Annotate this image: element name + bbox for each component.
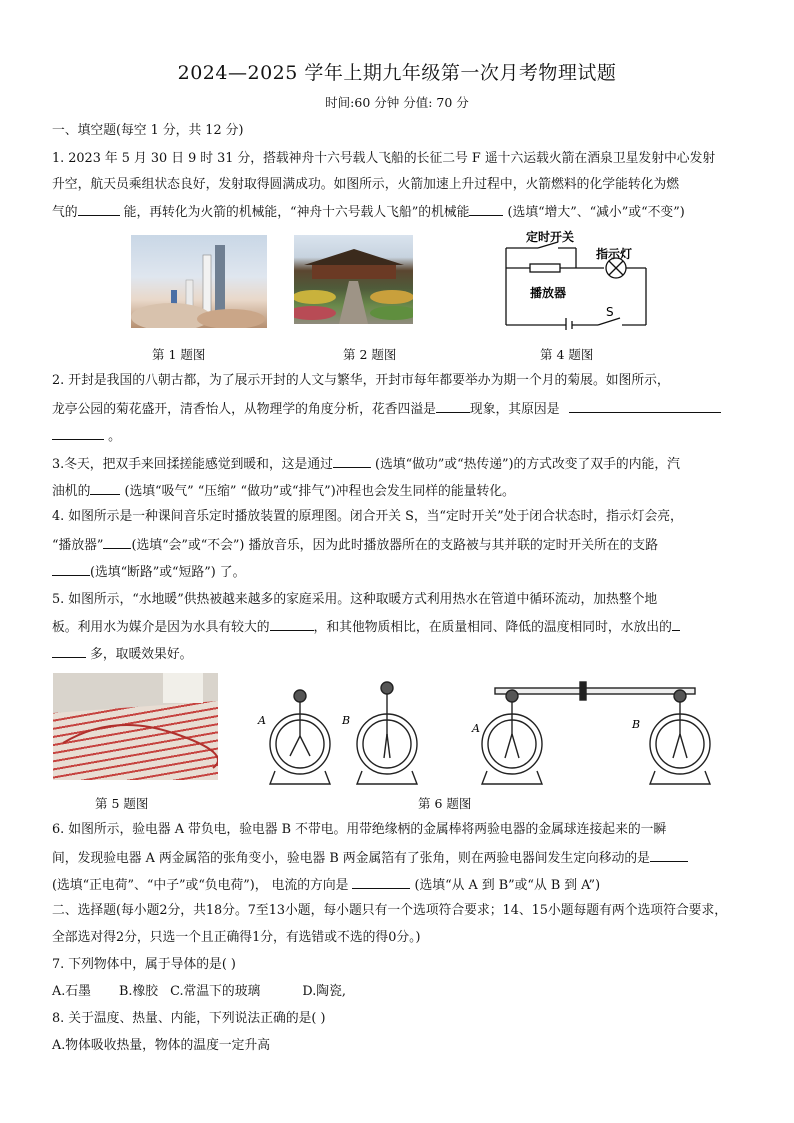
answer-blank[interactable] — [436, 400, 470, 413]
timer-switch-label: 定时开关 — [526, 230, 575, 244]
section-heading: 二、选择题(每小题2分，共18分。7至13小题，每小题只有一个选项符合要求；14、15小题每题有两个选项符合要求， — [52, 903, 728, 918]
figure-caption: 第 5 题图 — [95, 796, 149, 811]
question-text-part: (选填“吸气” “压缩” “做功”或“排气”)冲程也会发生同样的能量转化。 — [120, 484, 515, 499]
option-a[interactable]: A.石墨 — [52, 984, 91, 999]
question-text — [52, 427, 744, 445]
answer-blank[interactable] — [78, 203, 120, 216]
question-text-part: “播放器” — [52, 538, 104, 553]
chrysanthemum-garden-photo — [294, 235, 413, 324]
figure-caption: 第 6 题图 — [418, 796, 472, 811]
electroscope-a-label: A — [472, 722, 480, 735]
answer-blank[interactable] — [270, 618, 314, 631]
question-text — [52, 536, 744, 554]
question-text: 8. 关于温度、热量、内能，下列说法正确的是( ) — [52, 1011, 326, 1026]
electroscope-b-label: B — [632, 718, 641, 731]
page-title: 2024—2025 学年上期九年级第一次月考物理试题 — [177, 62, 617, 84]
question-text-part: 间，发现验电器 A 两金属箔的张角变小，验电器 B 两金属箔有了张角，则在两验电器间发生定向移动的是 — [52, 851, 650, 866]
question-text-part: 现象，其原因是 — [469, 402, 560, 417]
exam-meta: 时间:60 分钟 分值: 70 分 — [325, 95, 469, 110]
electroscope-diagram — [250, 676, 720, 796]
question-text — [52, 618, 744, 636]
question-text-part: 板。利用水为媒介是因为水具有较大的 — [52, 620, 270, 635]
question-text: 1. 2023 年 5 月 30 日 9 时 31 分，搭载神舟十六号载人飞船的长征二号 F 遥十六运载火箭在酒泉卫星发射中心发射 — [52, 151, 716, 166]
question-text: 2. 开封是我国的八朝古都，为了展示开封的人文与繁华，开封市每年都要举办为期一个月的菊展。如图所示， — [52, 373, 670, 388]
question-text: 升空，航天员乘组状态良好，发射取得圆满成功。如图所示，火箭加速上升过程中，火箭燃料的化学能转化为燃 — [52, 177, 680, 192]
rocket-launch-photo — [131, 235, 267, 328]
electroscope-a-left — [270, 690, 330, 784]
question-text-part: (选填“正电荷”、“中子”或“负电荷”)， 电流的方向是 — [52, 878, 349, 893]
garden-illustration — [294, 235, 413, 324]
answer-blank[interactable] — [333, 455, 371, 468]
question-text — [52, 563, 744, 581]
timer-circuit-diagram — [498, 226, 658, 330]
option-a[interactable]: A.物体吸收热量，物体的温度一定升高 — [52, 1038, 271, 1053]
answer-blank[interactable] — [90, 482, 120, 495]
switch-s-label: S — [606, 305, 614, 319]
question-text: 7. 下列物体中，属于导体的是( ) — [52, 957, 236, 972]
question-text-part: 3.冬天，把双手来回揉搓能感觉到暖和，这是通过 — [52, 457, 333, 472]
figure-caption: 第 1 题图 — [152, 347, 206, 362]
question-text-part: 。 — [104, 429, 121, 444]
question-text-part: (选填“从 A 到 B”或“从 B 到 A”) — [410, 878, 601, 893]
question-text-part: (选填“做功”或“热传递”)的方式改变了双手的内能，汽 — [370, 457, 680, 472]
question-text: 5. 如图所示，“水地暖”供热被越来越多的家庭采用。这种取暖方式利用热水在管道中循环流动，加热整个地 — [52, 592, 658, 607]
floor-heating-photo — [53, 673, 218, 780]
electroscope-b-left — [357, 682, 417, 784]
electroscope-pair-connected — [482, 682, 710, 784]
question-text — [52, 455, 744, 473]
question-text — [52, 876, 744, 894]
question-text-part: 气的 — [52, 205, 78, 220]
player-label: 播放器 — [530, 286, 567, 300]
question-text: 6. 如图所示，验电器 A 带负电，验电器 B 不带电。用带绝缘柄的金属棒将两验电器的金属球连接起来的一瞬 — [52, 822, 667, 837]
electroscope-a-label: A — [258, 714, 266, 727]
answer-blank[interactable] — [672, 618, 680, 631]
option-b[interactable]: B.橡胶 — [118, 984, 159, 999]
question-text — [52, 849, 744, 867]
question-text — [52, 203, 744, 221]
floor-illustration — [53, 673, 218, 780]
question-text-part: (选填“断路”或“短路”) 了。 — [90, 565, 246, 580]
rocket-illustration — [131, 235, 267, 328]
question-text-part: (选填“会”或“不会”) 播放音乐，因为此时播放器所在的支路被与其并联的定时开关所在的支路 — [131, 538, 658, 553]
figure-caption: 第 2 题图 — [343, 347, 397, 362]
question-text — [52, 645, 744, 663]
option-d[interactable]: D.陶瓷, — [302, 984, 346, 999]
question-text — [52, 400, 744, 418]
figure-caption: 第 4 题图 — [540, 347, 594, 362]
section-heading: 全部选对得2分，只选一个且正确得1分，有选错或不选的得0分。) — [52, 930, 421, 945]
question-text-part: 油机的 — [52, 484, 91, 499]
option-row — [52, 984, 744, 1000]
section-heading: 一、填空题(每空 1 分，共 12 分) — [52, 123, 244, 138]
question-text — [52, 482, 744, 500]
answer-blank[interactable] — [52, 563, 90, 576]
answer-blank[interactable] — [103, 536, 131, 549]
answer-blank[interactable] — [650, 849, 688, 862]
question-text: 4. 如图所示是一种课间音乐定时播放装置的原理图。闭合开关 S，当“定时开关”处于闭合状态时，指示灯会亮， — [52, 509, 683, 524]
option-c[interactable]: C.常温下的玻璃 — [170, 984, 261, 999]
answer-blank[interactable] — [52, 427, 104, 440]
question-text-part: 能，再转化为火箭的机械能，“神舟十六号载人飞船”的机械能 — [119, 205, 470, 220]
answer-blank[interactable] — [52, 645, 86, 658]
question-text-part: 龙亭公园的菊花盛开，清香怡人，从物理学的角度分析，花香四溢是 — [52, 402, 436, 417]
question-text-part: 多，取暖效果好。 — [86, 647, 193, 662]
answer-blank[interactable] — [352, 876, 410, 889]
answer-blank[interactable] — [569, 400, 721, 413]
indicator-label: 指示灯 — [596, 247, 633, 261]
question-text-part: ，和其他物质相比，在质量相同、降低的温度相同时，水放出的 — [313, 620, 672, 635]
answer-blank[interactable] — [469, 203, 503, 216]
question-text-part: (选填“增大”、“减小”或“不变”) — [503, 205, 685, 220]
electroscope-b-label: B — [342, 714, 351, 727]
